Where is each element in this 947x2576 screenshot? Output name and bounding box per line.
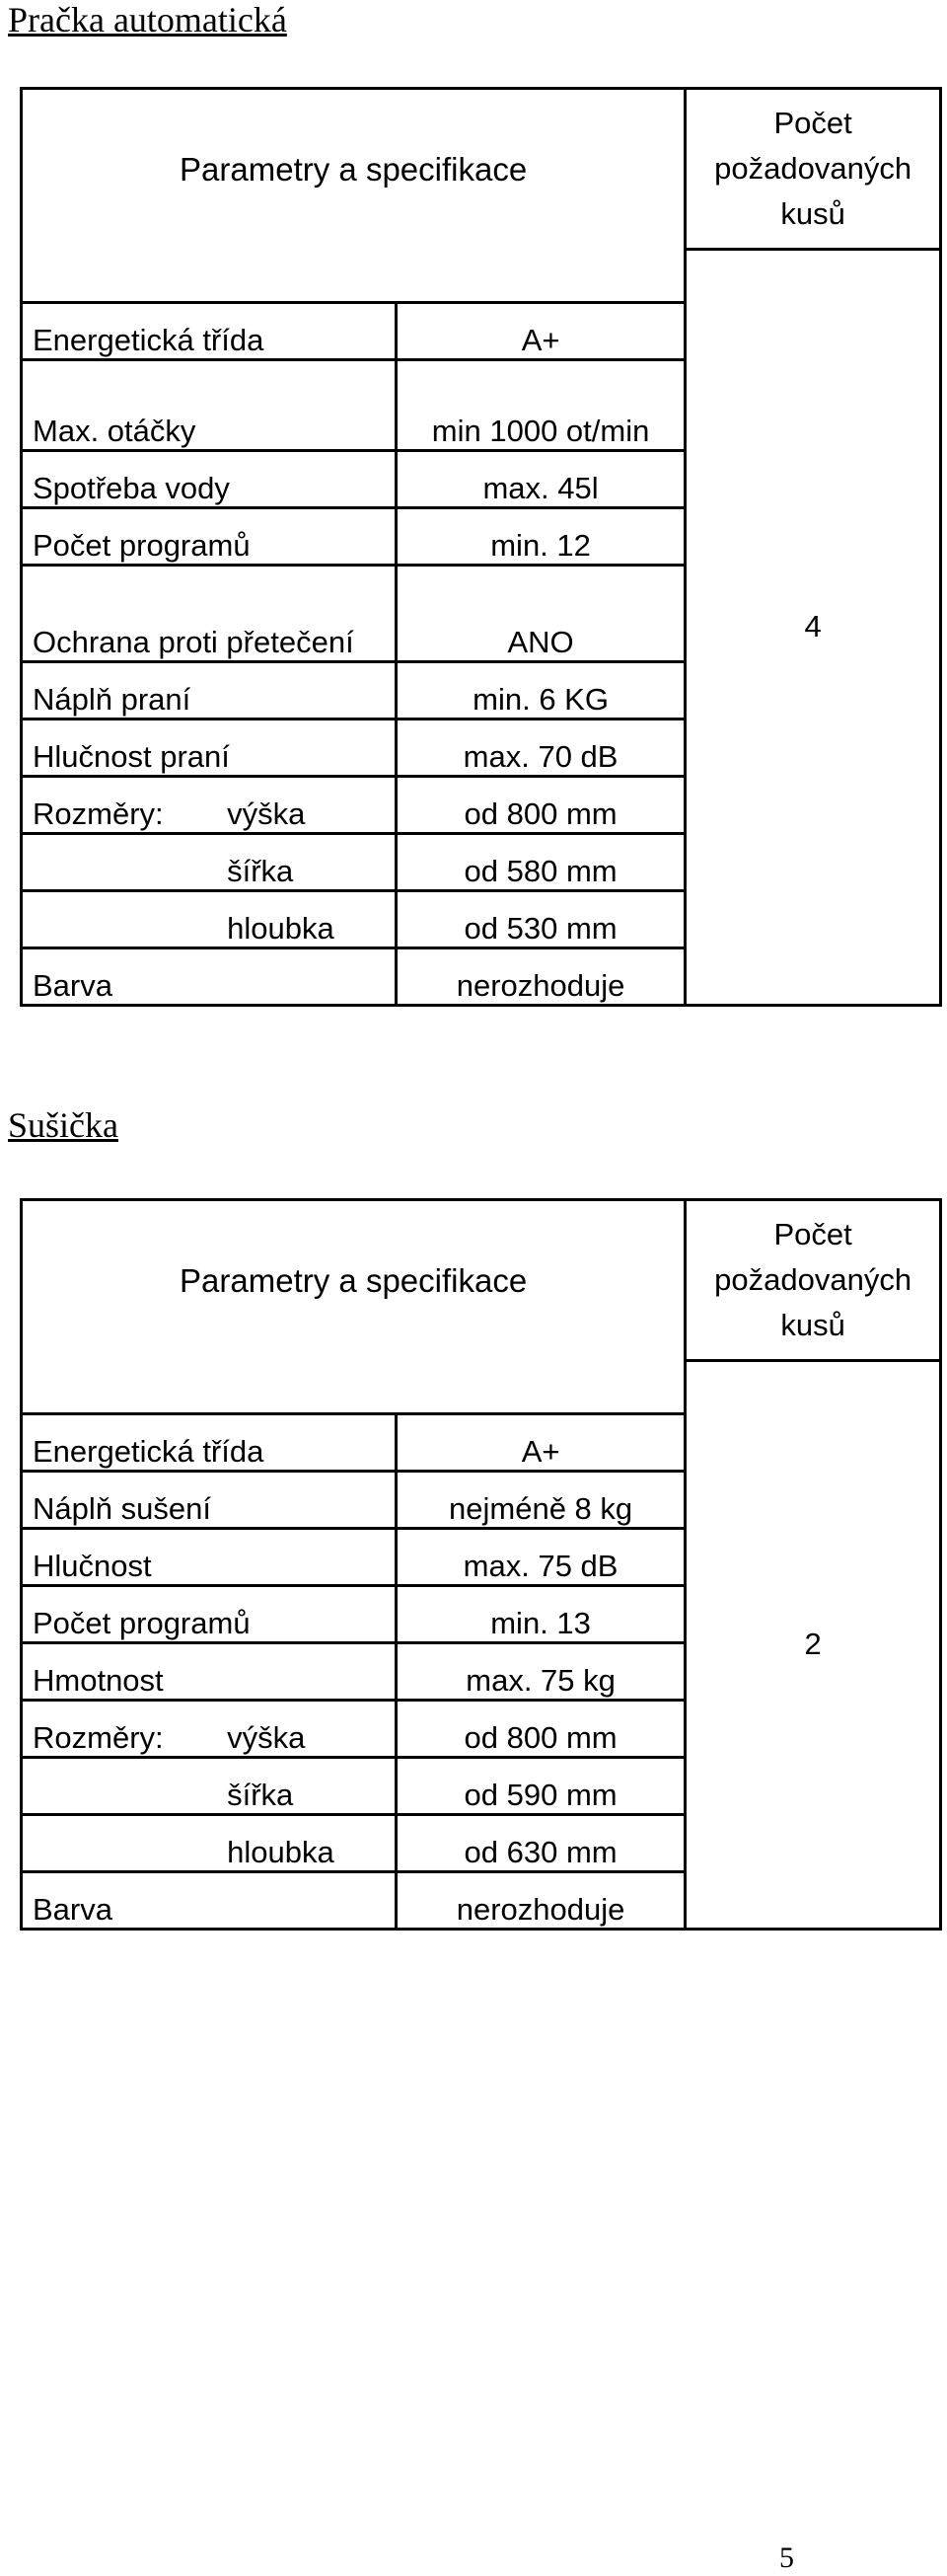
row-label: Rozměry: [22,1700,218,1757]
row-value: A+ [396,1413,685,1471]
row-label: Hlučnost praní [22,719,397,776]
row-value: od 800 mm [396,1700,685,1757]
row-value: nerozhoduje [396,947,685,1005]
row-value: max. 75 kg [396,1642,685,1700]
row-label [22,833,218,890]
row-label: Hmotnost [22,1642,397,1700]
qty-header: Počet požadovaných kusů [686,1200,941,1361]
row-value: nejméně 8 kg [396,1471,685,1528]
row-value: min. 6 KG [396,661,685,719]
washer-spec-table [20,87,942,1007]
row-label: Náplň praní [22,661,397,719]
quantity-cell: 4 [686,250,941,1006]
section-title-dryer: Sušička [8,1105,118,1145]
row-value: min. 12 [396,507,685,565]
row-value: od 580 mm [396,833,685,890]
row-value: max. 70 dB [396,719,685,776]
row-value: od 590 mm [396,1757,685,1814]
row-value: od 630 mm [396,1814,685,1871]
row-sublabel: hloubka [217,1814,396,1871]
section-title-washer: Pračka automatická [8,0,287,39]
row-label: Ochrana proti přetečení [22,565,397,661]
row-label: Max. otáčky [22,359,397,450]
row-value: nerozhoduje [396,1871,685,1929]
row-value: ANO [396,565,685,661]
row-sublabel: hloubka [217,890,396,947]
qty-header: Počet požadovaných kusů [686,89,941,250]
row-sublabel: šířka [217,833,396,890]
row-label: Počet programů [22,1585,397,1642]
row-value: A+ [396,302,685,359]
row-label: Náplň sušení [22,1471,397,1528]
row-sublabel: šířka [217,1757,396,1814]
row-label: Energetická třída [22,302,397,359]
row-value: min 1000 ot/min [396,359,685,450]
row-value: max. 45l [396,450,685,507]
row-label: Hlučnost [22,1528,397,1585]
row-label [22,890,218,947]
row-label: Spotřeba vody [22,450,397,507]
row-label: Energetická třída [22,1413,397,1471]
row-label: Barva [22,1871,397,1929]
params-header: Parametry a specifikace [22,89,686,250]
row-sublabel: výška [217,1700,396,1757]
row-label [22,1757,218,1814]
quantity-cell: 2 [686,1361,941,1930]
row-label [22,1814,218,1871]
row-label: Barva [22,947,397,1005]
page-number: 5 [779,2541,794,2574]
row-value: max. 75 dB [396,1528,685,1585]
row-value: od 530 mm [396,890,685,947]
row-label: Počet programů [22,507,397,565]
row-value: min. 13 [396,1585,685,1642]
row-value: od 800 mm [396,776,685,833]
row-sublabel: výška [217,776,396,833]
row-label: Rozměry: [22,776,218,833]
params-header: Parametry a specifikace [22,1200,686,1361]
dryer-spec-table [20,1198,942,1931]
